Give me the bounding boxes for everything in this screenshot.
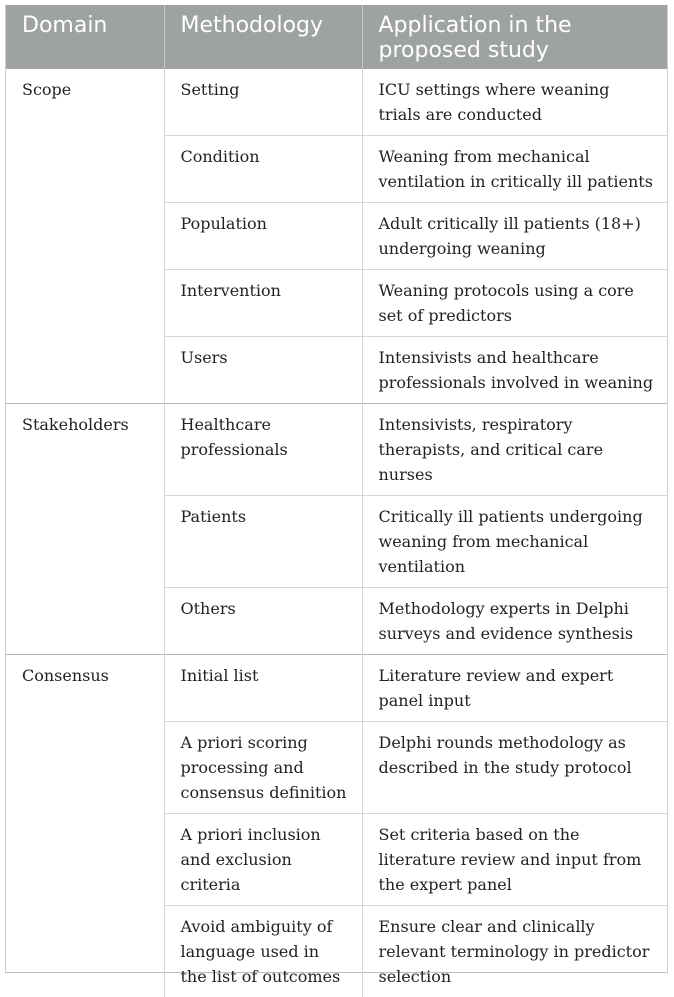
application-cell: Methodology experts in Delphi surveys and evidence synthesis xyxy=(362,588,667,655)
methodology-cell: Users xyxy=(164,337,362,404)
table-row xyxy=(6,69,667,136)
domain-cell-consensus: Consensus xyxy=(6,655,164,997)
application-cell: Intensivists, respiratory therapists, and critical care nurses xyxy=(362,404,667,496)
methodology-cell: A priori scoring processing and consensus definition xyxy=(164,722,362,814)
application-cell: Adult critically ill patients (18+) undergoing weaning xyxy=(362,203,667,270)
methodology-cell: Patients xyxy=(164,496,362,588)
methodology-cell: Setting xyxy=(164,69,362,136)
header-domain: Domain xyxy=(6,5,164,69)
application-cell: ICU settings where weaning trials are conducted xyxy=(362,69,667,136)
header-application: Application in the proposed study xyxy=(362,5,667,69)
methodology-cell: Condition xyxy=(164,136,362,203)
header-methodology: Methodology xyxy=(164,5,362,69)
application-cell: Literature review and expert panel input xyxy=(362,655,667,722)
methodology-cell: Population xyxy=(164,203,362,270)
application-cell: Set criteria based on the literature review and input from the expert panel xyxy=(362,814,667,906)
methodology-table-frame xyxy=(5,5,668,973)
application-cell: Weaning from mechanical ventilation in critically ill patients xyxy=(362,136,667,203)
application-cell: Delphi rounds methodology as described in the study protocol xyxy=(362,722,667,814)
methodology-cell: Others xyxy=(164,588,362,655)
methodology-cell: Intervention xyxy=(164,270,362,337)
methodology-cell: A priori inclusion and exclusion criteria xyxy=(164,814,362,906)
application-cell: Weaning protocols using a core set of predictors xyxy=(362,270,667,337)
domain-cell-scope: Scope xyxy=(6,69,164,404)
methodology-table xyxy=(6,5,667,997)
methodology-cell: Avoid ambiguity of language used in the list of outcomes xyxy=(164,906,362,997)
application-cell: Intensivists and healthcare professionals involved in weaning xyxy=(362,337,667,404)
domain-cell-stakeholders: Stakeholders xyxy=(6,404,164,655)
table-row xyxy=(6,655,667,722)
application-cell: Critically ill patients undergoing weaning from mechanical ventilation xyxy=(362,496,667,588)
application-cell: Ensure clear and clinically relevant terminology in predictor selection xyxy=(362,906,667,997)
header-row xyxy=(6,5,667,69)
methodology-cell: Initial list xyxy=(164,655,362,722)
methodology-cell: Healthcare professionals xyxy=(164,404,362,496)
table-row xyxy=(6,404,667,496)
